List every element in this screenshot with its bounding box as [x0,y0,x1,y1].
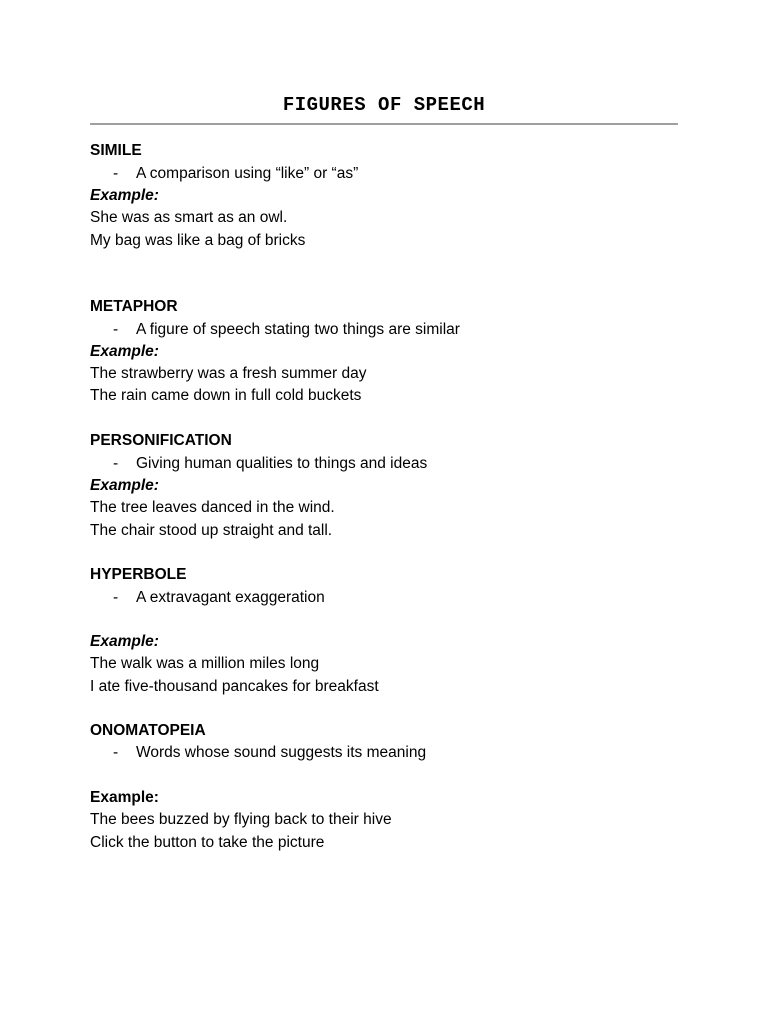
example-line: The rain came down in full cold buckets [90,387,362,404]
section-heading: SIMILE [90,142,142,159]
section-heading: HYPERBOLE [90,566,187,583]
example-line: She was as smart as an owl. [90,209,288,226]
bullet-dash: - [113,589,119,606]
bullet-dash: - [113,165,119,182]
example-line: The walk was a million miles long [90,655,320,672]
example-label: Example: [90,477,159,494]
example-label: Example: [90,343,159,360]
definition: A extravagant exaggeration [136,589,325,606]
definition: Giving human qualities to things and ideas [136,455,428,472]
definition: A comparison using “like” or “as” [136,165,359,182]
example-line: The tree leaves danced in the wind. [90,499,335,516]
section-heading: ONOMATOPEIA [90,722,206,739]
example-label: Example: [90,633,159,650]
example-label: Example: [90,789,159,806]
definition: A figure of speech stating two things are similar [136,321,460,338]
page-title: FIGURES OF SPEECH [282,94,486,116]
example-line: My bag was like a bag of bricks [90,232,306,249]
bullet-dash: - [113,744,119,761]
section-heading: METAPHOR [90,298,178,315]
definition: Words whose sound suggests its meaning [136,744,427,761]
example-line: Click the button to take the picture [90,834,325,851]
example-label: Example: [90,187,159,204]
title-divider [90,123,678,125]
example-line: I ate five-thousand pancakes for breakfast [90,678,379,695]
bullet-dash: - [113,321,119,338]
bullet-dash: - [113,455,119,472]
example-line: The bees buzzed by flying back to their hive [90,811,392,828]
example-line: The chair stood up straight and tall. [90,522,333,539]
section-heading: PERSONIFICATION [90,432,232,449]
example-line: The strawberry was a fresh summer day [90,365,367,382]
